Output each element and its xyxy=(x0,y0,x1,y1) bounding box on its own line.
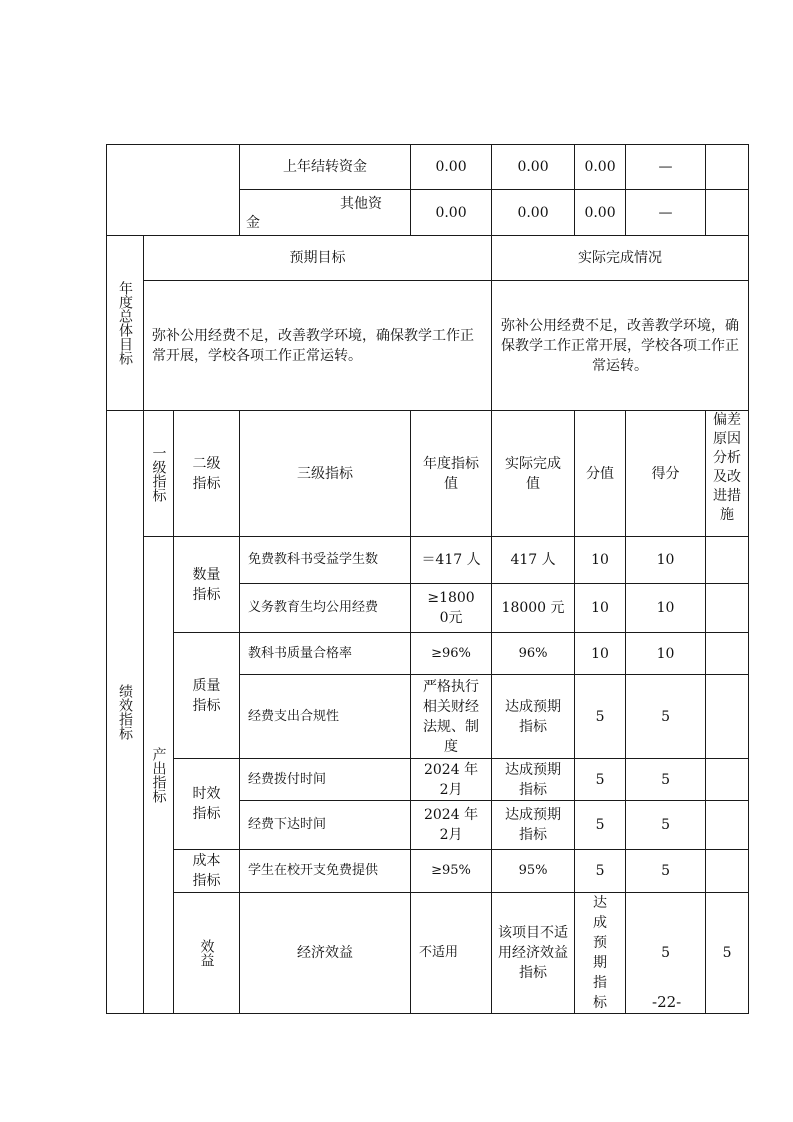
indicator-value: 5 xyxy=(575,675,626,759)
indicator-deviation xyxy=(706,801,749,850)
indicator-deviation xyxy=(706,759,749,801)
output-label-cell xyxy=(144,537,174,1014)
fund-value-1: 0.00 xyxy=(411,190,492,236)
indicator-annual: ≥95% xyxy=(411,850,492,893)
fund-label-cell xyxy=(240,145,411,190)
indicator-name: 不适用 xyxy=(411,893,492,1014)
page-number: -22- xyxy=(652,993,682,1011)
benefit-label-cell xyxy=(174,893,240,1014)
indicator-deviation xyxy=(706,675,749,759)
fund-dash: — xyxy=(626,190,706,236)
indicator-actual: 95% xyxy=(492,850,575,893)
expected-goal-text: 弥补公用经费不足，改善教学环境，确保教学工作正常开展，学校各项工作正常运转。 xyxy=(144,281,492,411)
indicator-actual: 96% xyxy=(492,633,575,675)
quality-group: 质量指标 xyxy=(174,633,240,759)
score-header: 得分 xyxy=(626,411,706,537)
actual-goal-text: 弥补公用经费不足，改善教学环境，确保教学工作正常开展，学校各项工作正常运转。 xyxy=(492,281,749,411)
indicator-score: 5 xyxy=(626,759,706,801)
indicator-actual: 达成预期指标 xyxy=(492,759,575,801)
fund-label-part-a: 其他资 xyxy=(340,196,383,212)
timeliness-group: 时效指标 xyxy=(174,759,240,850)
indicator-annual: ≥18000元 xyxy=(411,584,492,633)
indicator-score: 10 xyxy=(626,537,706,584)
goals-section-cell xyxy=(107,236,144,411)
indicator-name: 教科书质量合格率 xyxy=(240,633,411,675)
fund-blank xyxy=(706,190,749,236)
indicator-deviation xyxy=(706,537,749,584)
annual-value-header: 年度指标值 xyxy=(411,411,492,537)
indicator-section-cell xyxy=(107,411,144,1014)
indicator-annual: ＝417 人 xyxy=(411,537,492,584)
fund-dash: — xyxy=(626,145,706,190)
fund-label: 上年结转资金 xyxy=(283,159,368,175)
indicator-deviation xyxy=(706,633,749,675)
indicator-row xyxy=(107,759,749,801)
indicator-score: 5 xyxy=(626,850,706,893)
indicator-value: 5 xyxy=(575,801,626,850)
indicator-actual: 达成预期指标 xyxy=(492,801,575,850)
expected-goal-header: 预期目标 xyxy=(144,236,492,281)
benefit-label: 效益 xyxy=(198,939,215,967)
indicator-score: 5 xyxy=(626,801,706,850)
indicator-score: 10 xyxy=(626,633,706,675)
indicator-value: 5 xyxy=(575,759,626,801)
indicator-deviation xyxy=(706,584,749,633)
indicator-annual: 2024 年 2月 xyxy=(411,759,492,801)
performance-table xyxy=(106,144,749,1014)
indicator-score: 5 xyxy=(626,675,706,759)
indicator-name: 经费支出合规性 xyxy=(240,675,411,759)
indicator-value: 5 xyxy=(575,850,626,893)
fund-row xyxy=(107,145,749,190)
output-label: 产出指标 xyxy=(150,747,167,803)
indicator-actual: 18000 元 xyxy=(492,584,575,633)
indicator-row xyxy=(107,850,749,893)
indicator-name: 学生在校开支免费提供 xyxy=(240,850,411,893)
score-value-header: 分值 xyxy=(575,411,626,537)
level1-header: 一级指标 xyxy=(150,445,167,502)
indicator-value: 5 xyxy=(626,893,706,1014)
goals-header-row xyxy=(107,236,749,281)
fund-value-3: 0.00 xyxy=(575,145,626,190)
indicator-name: 免费教科书受益学生数 xyxy=(240,537,411,584)
indicator-name: 经费下达时间 xyxy=(240,801,411,850)
actual-value-header: 实际完成值 xyxy=(492,411,575,537)
indicator-annual: 该项目不适用经济效益指标 xyxy=(492,893,575,1014)
indicator-annual: 2024 年 2月 xyxy=(411,801,492,850)
economic-group: 经济效益 xyxy=(240,893,411,1014)
indicator-actual: 达成预期指标 xyxy=(492,675,575,759)
fund-label-cell xyxy=(240,190,411,236)
level3-header: 三级指标 xyxy=(240,411,411,537)
deviation-header: 偏差原因分析及改进措施 xyxy=(706,411,749,537)
fund-label-part-b: 金 xyxy=(246,215,261,231)
fund-value-3: 0.00 xyxy=(575,190,626,236)
indicator-section-label: 绩效指标 xyxy=(117,684,133,740)
fund-value-1: 0.00 xyxy=(411,145,492,190)
level2-header: 二级指标 xyxy=(174,411,240,537)
goals-section-label: 年度总体目标 xyxy=(117,281,133,365)
indicator-actual: 达成预期指标 xyxy=(575,893,626,1014)
goals-text-row xyxy=(107,281,749,411)
indicator-actual: 417 人 xyxy=(492,537,575,584)
indicator-score: 5 xyxy=(706,893,749,1014)
indicator-header-row xyxy=(107,411,749,537)
fund-blank-cell xyxy=(107,145,240,236)
fund-blank xyxy=(706,145,749,190)
indicator-value: 10 xyxy=(575,537,626,584)
indicator-annual: 严格执行相关财经法规、制度 xyxy=(411,675,492,759)
indicator-name: 经费拨付时间 xyxy=(240,759,411,801)
fund-value-2: 0.00 xyxy=(492,190,575,236)
indicator-deviation xyxy=(706,850,749,893)
actual-goal-header: 实际完成情况 xyxy=(492,236,749,281)
cost-group: 成本指标 xyxy=(174,850,240,893)
indicator-score: 10 xyxy=(626,584,706,633)
indicator-name: 义务教育生均公用经费 xyxy=(240,584,411,633)
quantity-group: 数量指标 xyxy=(174,537,240,633)
indicator-value: 10 xyxy=(575,584,626,633)
indicator-row xyxy=(107,537,749,584)
level1-header-cell xyxy=(144,411,174,537)
indicator-row xyxy=(107,633,749,675)
indicator-annual: ≥96% xyxy=(411,633,492,675)
fund-value-2: 0.00 xyxy=(492,145,575,190)
indicator-value: 10 xyxy=(575,633,626,675)
